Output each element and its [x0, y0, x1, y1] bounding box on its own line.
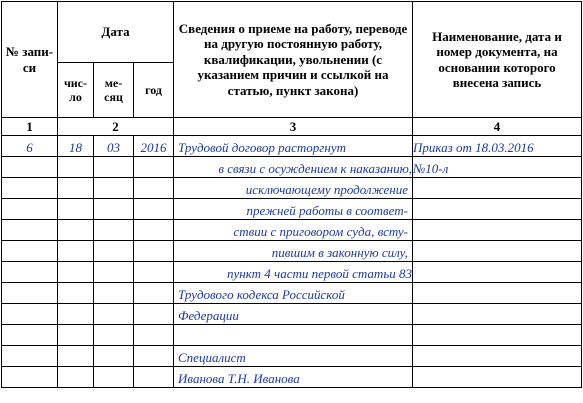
- info-cell: [174, 325, 413, 346]
- record-number-cell: [2, 346, 58, 367]
- day-cell: [58, 241, 94, 262]
- date-header: Дата: [58, 2, 174, 63]
- month-cell: [94, 367, 134, 388]
- document-cell: [413, 262, 582, 283]
- year-cell: [134, 367, 174, 388]
- record-number-cell: [2, 367, 58, 388]
- month-cell: [94, 157, 134, 178]
- document-cell: [413, 199, 582, 220]
- record-row: [2, 325, 582, 346]
- year-cell: [134, 157, 174, 178]
- month-cell: [94, 178, 134, 199]
- day-cell: [58, 262, 94, 283]
- month-cell: [94, 283, 134, 304]
- record-number-cell: 6: [2, 136, 58, 157]
- column-number-1: 1: [2, 118, 58, 136]
- month-cell: [94, 220, 134, 241]
- info-cell: в связи с осуждением к наказанию,: [174, 157, 413, 178]
- record-number-cell: [2, 262, 58, 283]
- info-cell: Иванова Т.Н. Иванова: [174, 367, 413, 388]
- record-number-cell: [2, 304, 58, 325]
- day-cell: [58, 220, 94, 241]
- document-cell: Приказ от 18.03.2016: [413, 136, 582, 157]
- year-cell: [134, 241, 174, 262]
- record-number-cell: [2, 241, 58, 262]
- info-cell: Трудовой договор расторгнут: [174, 136, 413, 157]
- info-cell: прежней работы в соответ-: [174, 199, 413, 220]
- record-row: [2, 262, 582, 283]
- document-cell: [413, 304, 582, 325]
- year-cell: 2016: [134, 136, 174, 157]
- info-cell: пившим в законную силу,: [174, 241, 413, 262]
- record-row: [2, 220, 582, 241]
- month-cell: [94, 241, 134, 262]
- record-row: [2, 157, 582, 178]
- month-cell: [94, 346, 134, 367]
- year-header: год: [134, 63, 174, 118]
- document-cell: [413, 325, 582, 346]
- year-cell: [134, 283, 174, 304]
- year-cell: [134, 178, 174, 199]
- record-number-cell: [2, 283, 58, 304]
- month-header: ме-сяц: [94, 63, 134, 118]
- info-cell: исключающему продолжение: [174, 178, 413, 199]
- record-number-cell: [2, 325, 58, 346]
- record-row: [2, 241, 582, 262]
- info-cell: ствии с приговором суда, всту-: [174, 220, 413, 241]
- month-cell: [94, 262, 134, 283]
- column-number-2: 2: [58, 118, 174, 136]
- record-row: [2, 367, 582, 388]
- info-header: Сведения о приеме на работу, переводе на другую постоянную работу, квалификации, увольнении (с указанием причин и ссылкой на статью, пункт закона): [174, 2, 413, 118]
- record-row: [2, 199, 582, 220]
- month-cell: [94, 304, 134, 325]
- day-cell: [58, 304, 94, 325]
- records-body: [2, 136, 582, 388]
- year-cell: [134, 325, 174, 346]
- record-row: [2, 283, 582, 304]
- day-header: чис-ло: [58, 63, 94, 118]
- info-cell: Федерации: [174, 304, 413, 325]
- day-cell: [58, 199, 94, 220]
- record-row: [2, 136, 582, 157]
- day-cell: [58, 157, 94, 178]
- day-cell: [58, 346, 94, 367]
- month-cell: [94, 199, 134, 220]
- document-cell: [413, 367, 582, 388]
- year-cell: [134, 220, 174, 241]
- day-cell: [58, 367, 94, 388]
- record-number-header: № запи-си: [2, 2, 58, 118]
- year-cell: [134, 262, 174, 283]
- record-row: [2, 178, 582, 199]
- record-row: [2, 346, 582, 367]
- document-cell: [413, 178, 582, 199]
- record-number-cell: [2, 178, 58, 199]
- day-cell: 18: [58, 136, 94, 157]
- work-book-table: [1, 1, 582, 388]
- document-cell: [413, 241, 582, 262]
- record-row: [2, 304, 582, 325]
- info-cell: Специалист: [174, 346, 413, 367]
- document-cell: №10-л: [413, 157, 582, 178]
- record-number-cell: [2, 157, 58, 178]
- document-cell: [413, 283, 582, 304]
- day-cell: [58, 178, 94, 199]
- month-cell: [94, 325, 134, 346]
- info-cell: Трудового кодекса Российской: [174, 283, 413, 304]
- year-cell: [134, 199, 174, 220]
- year-cell: [134, 346, 174, 367]
- document-header: Наименование, дата и номер документа, на основании которого внесена запись: [413, 2, 582, 118]
- document-cell: [413, 346, 582, 367]
- record-number-cell: [2, 199, 58, 220]
- year-cell: [134, 304, 174, 325]
- day-cell: [58, 325, 94, 346]
- day-cell: [58, 283, 94, 304]
- document-cell: [413, 220, 582, 241]
- column-number-4: 4: [413, 118, 582, 136]
- info-cell: пункт 4 части первой статьи 83: [174, 262, 413, 283]
- record-number-cell: [2, 220, 58, 241]
- month-cell: 03: [94, 136, 134, 157]
- column-number-3: 3: [174, 118, 413, 136]
